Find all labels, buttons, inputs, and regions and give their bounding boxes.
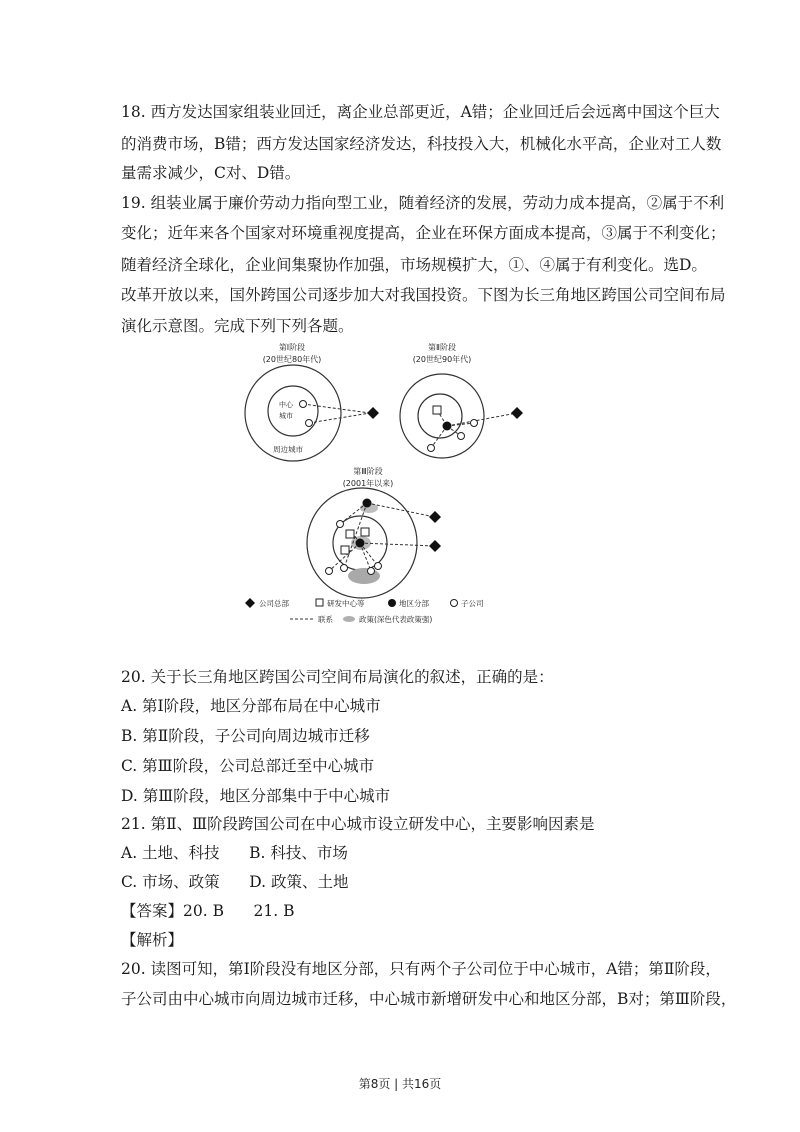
center-city-label-1: 中心 (279, 401, 293, 409)
stage2-subtitle: (20世纪90年代) (412, 355, 472, 364)
legend-subsidiary-icon (451, 600, 458, 607)
stage3-rd-center (346, 530, 354, 538)
q20-option-a: A. 第Ⅰ阶段，地区分部布局在中心城市 (121, 697, 381, 715)
stage3-subsidiary (326, 568, 333, 575)
peripheral-city-label: 周边城市 (273, 445, 303, 454)
q18-line-1: 18. 西方发达国家组装业回迁，离企业总部更近，A错；企业回迁后会远离中国这个巨大 (121, 103, 720, 121)
stage3-policy-zone (348, 568, 380, 584)
q21-options-row2: C. 市场、政策 D. 政策、土地 (121, 873, 349, 891)
stage3-title: 第Ⅲ阶段 (353, 467, 383, 476)
stage2-subsidiary (471, 420, 478, 427)
legend-rd-icon (316, 599, 323, 606)
stage3-rd-center (361, 528, 369, 536)
analysis-line-2: 子公司由中心城市向周边城市迁移，中心城市新增研发中心和地区分部，B对；第Ⅲ阶段， (121, 990, 737, 1008)
stage2-headquarters (511, 407, 523, 419)
stage3-subsidiary (337, 521, 344, 528)
stage3-regional-branch (363, 499, 372, 508)
stage1-headquarters (367, 407, 379, 419)
legend-regional-label: 地区分部 (399, 599, 429, 608)
legend-policy-icon (343, 616, 355, 622)
stage3-rd-center (341, 546, 349, 554)
stage1-title: 第Ⅰ阶段 (278, 343, 306, 352)
stage2-center-ring (418, 394, 462, 438)
center-city-label-2: 城市 (279, 412, 293, 420)
stage1-link (303, 404, 370, 413)
answer-line: 【答案】20. B 21. B (121, 902, 295, 920)
q19-line-2: 变化；近年来各个国家对环境重视度提高，企业在环保方面成本提高，③属于不利变化； (121, 224, 726, 242)
stage2-peripheral-ring (400, 374, 484, 458)
legend-regional-icon (388, 599, 396, 607)
stage2-rd-center (433, 406, 441, 414)
stage3-regional-branch (356, 539, 365, 548)
legend-hq-label: 公司总部 (259, 599, 289, 608)
analysis-label: 【解析】 (121, 931, 184, 949)
stage2-link (447, 413, 517, 426)
analysis-line-1: 20. 读图可知，第Ⅰ阶段没有地区分部，只有两个子公司位于中心城市，A错；第Ⅱ阶段， (121, 960, 721, 978)
legend-rd-label: 研发中心等 (327, 599, 365, 608)
q20-option-c: C. 第Ⅲ阶段，公司总部迁至中心城市 (121, 757, 375, 775)
q20-option-b: B. 第Ⅱ阶段，子公司向周边城市迁移 (121, 727, 370, 745)
q20-stem: 20. 关于长三角地区跨国公司空间布局演化的叙述，正确的是： (121, 668, 554, 686)
q21-options-row1: A. 土地、科技 B. 科技、市场 (121, 844, 348, 862)
stage3-headquarters (429, 540, 441, 552)
stage2-subsidiary (458, 433, 465, 440)
q19-line-1: 19. 组装业属于廉价劳动力指向型工业，随着经济的发展，劳动力成本提高，②属于不利 (121, 194, 725, 212)
stage3-headquarters (429, 511, 441, 523)
stage3-subsidiary (341, 565, 348, 572)
stage2-regional-branch (443, 422, 452, 431)
stage3-subsidiary (368, 568, 375, 575)
stage1-subtitle: (20世纪80年代) (262, 355, 322, 364)
q21-stem: 21. 第Ⅱ、Ⅲ阶段跨国公司在中心城市设立研发中心，主要影响因素是 (121, 815, 595, 833)
page-footer: 第8页 | 共16页 (358, 1077, 442, 1091)
intro-line-2: 演化示意图。完成下列下列各题。 (121, 317, 354, 335)
stage1-subsidiary (306, 420, 313, 427)
stage3-link (360, 543, 435, 546)
q18-line-2: 的消费市场，B错；西方发达国家经济发达，科技投入大，机械化水平高，企业对工人数 (121, 135, 722, 153)
legend-subsidiary-label: 子公司 (461, 599, 484, 608)
stage3-subtitle: (2001年以来) (342, 479, 394, 488)
stage2-subsidiary (428, 445, 435, 452)
q19-line-3: 随着经济全球化，企业间集聚协作加强，市场规模扩大，①、④属于有利变化。选D。 (121, 256, 707, 274)
stage2-title: 第Ⅱ阶段 (428, 343, 456, 352)
q20-option-d: D. 第Ⅲ阶段，地区分部集中于中心城市 (121, 787, 391, 805)
legend-hq-icon (245, 598, 255, 608)
legend-policy-label: 政策(深色代表政策强) (359, 615, 433, 624)
intro-line-1: 改革开放以来，国外跨国公司逐步加大对我国投资。下图为长三角地区跨国公司空间布局 (121, 286, 726, 304)
stage1-subsidiary (300, 401, 307, 408)
q18-line-3: 量需求减少，C对、D错。 (121, 164, 301, 182)
stage1-center-ring (268, 386, 318, 436)
spatial-layout-diagram (230, 338, 530, 628)
legend-link-label: 联系 (318, 615, 333, 624)
stage3-subsidiary (375, 563, 382, 570)
